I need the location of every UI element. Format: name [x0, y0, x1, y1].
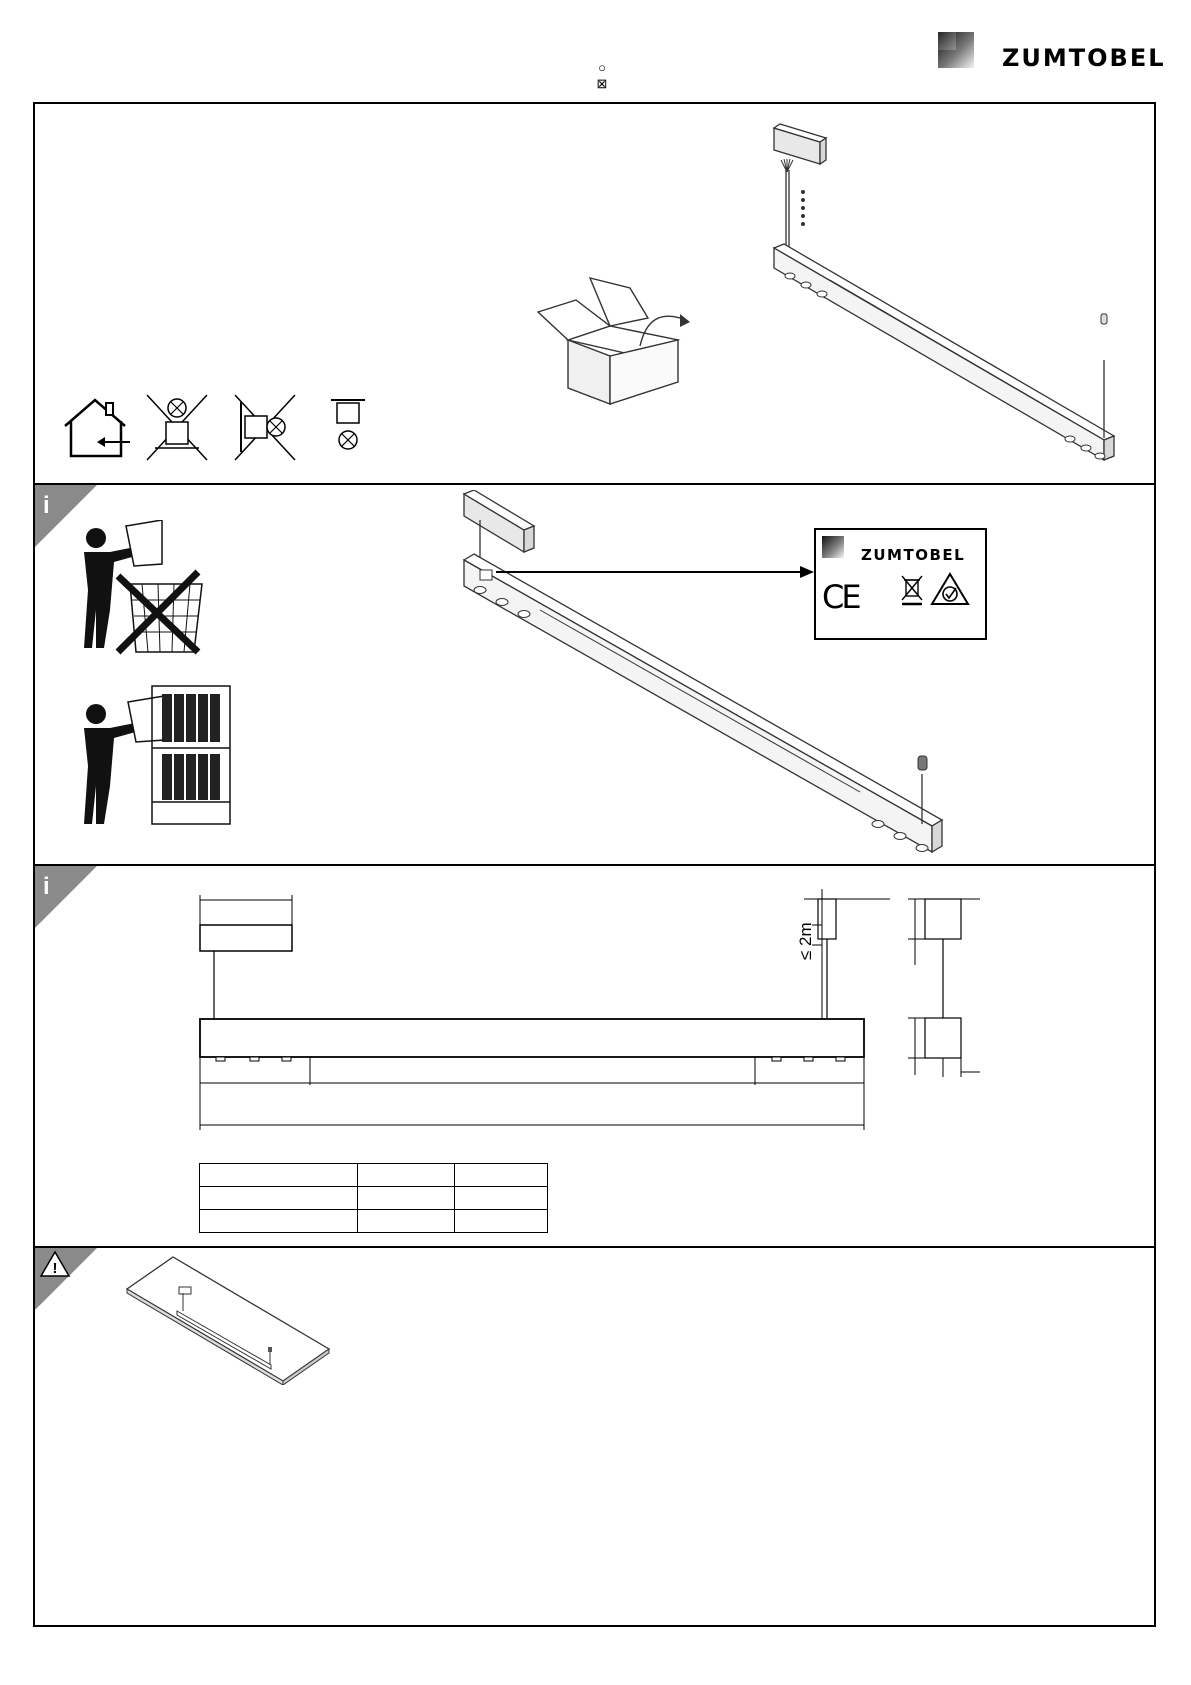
svg-text:i: i: [43, 873, 50, 900]
product-label-box: [814, 528, 987, 640]
indoor-use-icon: [65, 400, 130, 456]
table-row: [200, 1187, 548, 1210]
dimension-drawing: [190, 885, 1150, 1135]
ceiling-mounting-illustration: [125, 1255, 335, 1385]
svg-text:i: i: [43, 492, 50, 519]
dimension-table: [199, 1163, 548, 1233]
info-icon: [35, 866, 99, 930]
brand-name: ZUMTOBEL: [1002, 44, 1166, 72]
no-wall-mounting-icon: [235, 395, 295, 460]
luminaire-with-canopy-illustration: [770, 120, 1120, 470]
section-divider: [33, 483, 1156, 485]
environment-icons: [55, 390, 375, 470]
brand-logo: [938, 30, 1166, 80]
label-brand-name: ZUMTOBEL: [861, 546, 966, 564]
certification-icons: [898, 570, 978, 610]
table-row: [200, 1164, 548, 1187]
brand-logo-icon: [938, 32, 974, 68]
suspension-length-label: ≤ 2m: [796, 922, 815, 960]
table-row: [200, 1210, 548, 1233]
crossed-circle-symbol: ⊠: [596, 76, 608, 91]
no-mounting-on-flammable-surface-icon: [147, 395, 207, 460]
warning-icon: [35, 1248, 99, 1312]
packaging-box-illustration: [530, 270, 700, 420]
keep-instructions-icon: [70, 680, 240, 830]
ceiling-mounting-icon: [331, 400, 365, 449]
rcm-mark-icon: [932, 574, 968, 604]
section-divider: [33, 1246, 1156, 1248]
header-symbols: [592, 60, 612, 92]
do-not-discard-instructions-icon: [70, 520, 240, 660]
svg-text:!: !: [52, 1260, 58, 1277]
section-divider: [33, 864, 1156, 866]
circle-symbol: ○: [598, 60, 606, 75]
weee-bin-icon: [902, 576, 922, 604]
ce-mark: CE: [822, 578, 859, 616]
brand-logo-icon: [822, 536, 844, 558]
